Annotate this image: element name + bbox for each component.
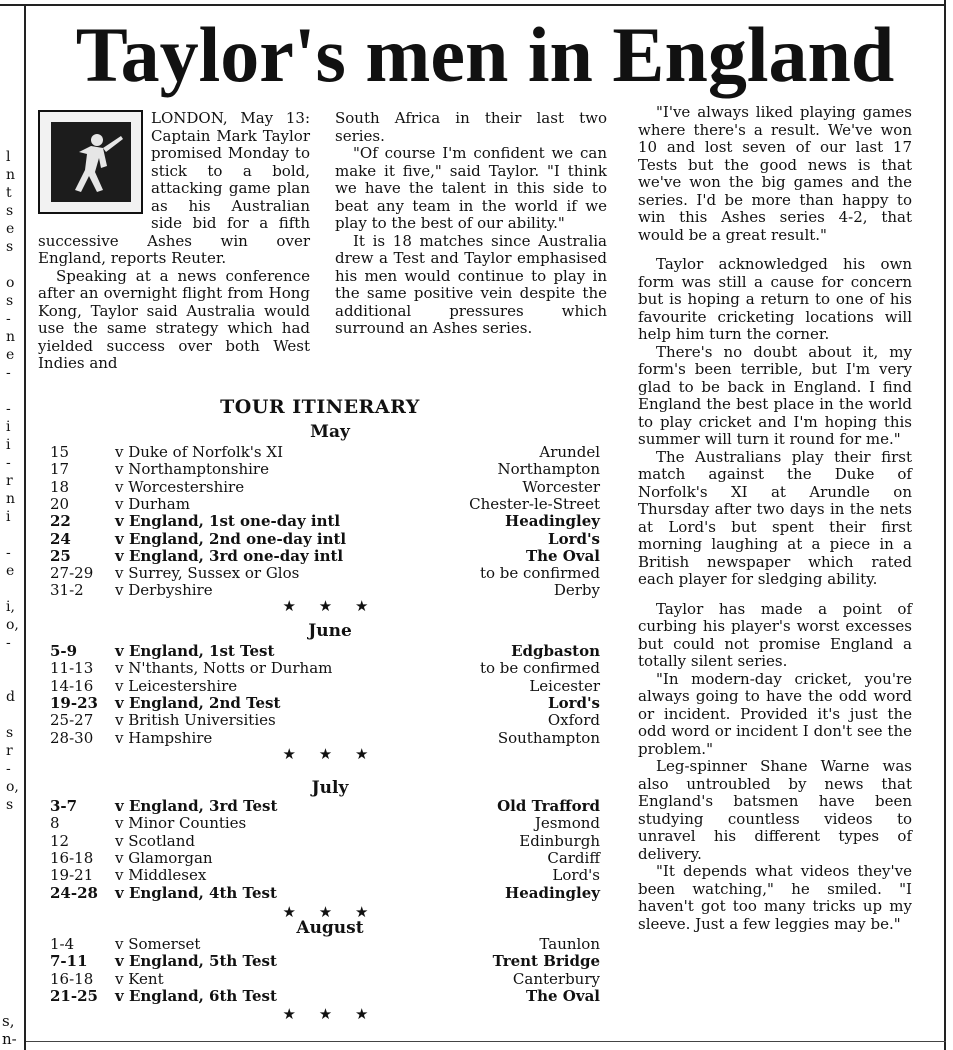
itinerary-row xyxy=(50,479,600,497)
itinerary-dates: 27-29 xyxy=(50,564,94,583)
itinerary-venue: Trent Bridge xyxy=(492,952,600,971)
fragment-text: r xyxy=(6,473,13,489)
itinerary-venue: Lord's xyxy=(552,866,600,885)
fragment-text xyxy=(0,670,22,688)
itinerary-row xyxy=(50,798,600,816)
itinerary-venue: Derby xyxy=(553,581,600,600)
fragment-text: s, xyxy=(2,1012,15,1030)
itinerary-opponent: v England, 4th Test xyxy=(115,883,277,902)
itinerary-opponent: v England, 6th Test xyxy=(115,986,277,1005)
itinerary-dates: 17 xyxy=(50,460,70,479)
itinerary-opponent: v N'thants, Notts or Durham xyxy=(115,659,333,678)
itinerary-dates: 31-2 xyxy=(50,581,84,600)
fragment-text: e xyxy=(6,347,15,363)
itinerary-dates: 25 xyxy=(50,546,71,565)
right-edge-rule xyxy=(944,0,946,1050)
fragment-text: - xyxy=(6,761,11,777)
article-paragraph: There's no doubt about it, my form's been terrible, but I'm very glad to be back in England. I find England the best place in the world to play cricket and I'm hoping this summer will turn it round for me." xyxy=(638,342,912,448)
article-paragraph: South Africa in their last two series. xyxy=(335,109,607,145)
itinerary-dates: 12 xyxy=(50,831,70,850)
itinerary-opponent: v England, 2nd one-day intl xyxy=(115,529,347,548)
fragment-text: - xyxy=(6,545,11,561)
itinerary-opponent: v Leicestershire xyxy=(115,676,238,695)
itinerary-opponent: v Middlesex xyxy=(115,866,207,885)
itinerary-opponent: v British Universities xyxy=(115,711,276,730)
itinerary-row xyxy=(50,496,600,514)
fragment-text xyxy=(0,526,22,544)
itinerary-row xyxy=(50,833,600,851)
fragment-text: l xyxy=(6,149,11,165)
itinerary-dates: 24 xyxy=(50,529,71,548)
itinerary-row xyxy=(50,678,600,696)
itinerary-dates: 22 xyxy=(50,512,71,531)
itinerary-row xyxy=(50,513,600,531)
itinerary-dates: 20 xyxy=(50,494,70,513)
article-paragraph: LONDON, May 13: Captain Mark Taylor promised Monday to stick to a bold, attacking game plan as his Australian side bid for a fifth successive Ashes win over England, reports Reuter. xyxy=(38,109,310,267)
fragment-text: e xyxy=(6,221,15,237)
article-paragraph: Speaking at a news conference after an overnight flight from Hong Kong, Taylor said Australia would use the same strategy which had yielded success over both West Indies and xyxy=(38,266,310,372)
itinerary-dates: 21-25 xyxy=(50,986,98,1005)
itinerary-opponent: v Minor Counties xyxy=(115,814,247,833)
itinerary-venue: Canterbury xyxy=(512,969,600,988)
fragment-text: i, xyxy=(6,599,15,615)
article-paragraph: Taylor has made a point of curbing his player's worst excesses but could not promise England a totally silent series. xyxy=(638,599,912,670)
fragment-text: - xyxy=(6,635,11,651)
itinerary-row xyxy=(50,643,600,661)
itinerary-venue: The Oval xyxy=(525,546,600,565)
fragment-text: n xyxy=(6,167,16,183)
itinerary-opponent: v Surrey, Sussex or Glos xyxy=(115,564,300,583)
fragment-text: r xyxy=(6,743,13,759)
itinerary-dates: 1-4 xyxy=(50,935,75,953)
left-column-rule xyxy=(24,6,26,1050)
top-rule xyxy=(0,4,945,6)
itinerary-row xyxy=(50,695,600,713)
itinerary-venue: Taunlon xyxy=(539,935,600,953)
itinerary-dates: 3-7 xyxy=(50,797,78,815)
itinerary-opponent: v Somerset xyxy=(115,935,201,953)
itinerary-venue: Jesmond xyxy=(534,814,600,833)
itinerary-opponent: v Duke of Norfolk's XI xyxy=(115,443,284,461)
itinerary-opponent: v England, 1st Test xyxy=(115,642,275,660)
article-paragraph: "In modern-day cricket, you're always going to have the odd word or incident. Provided it's just the odd word or incident I don't see the problem." xyxy=(638,669,912,758)
fragment-text: o xyxy=(6,275,15,291)
section-divider-stars: ★ ★ ★ xyxy=(282,597,378,615)
itinerary-row xyxy=(50,815,600,833)
article-paragraph: "It depends what videos they've been watching," he smiled. "I haven't got too many tricks up my sleeve. Just a few leggies may be." xyxy=(638,862,912,933)
itinerary-dates: 19-21 xyxy=(50,866,94,885)
fragment-text: i xyxy=(6,509,11,525)
article-paragraph: Taylor acknowledged his own form was still a cause for concern but is hoping a return to one of his favourite cricketing locations will help him turn the corner. xyxy=(638,255,912,343)
itinerary-venue: Edinburgh xyxy=(519,831,600,850)
itinerary-title: TOUR ITINERARY xyxy=(220,396,420,418)
fragment-text: n xyxy=(6,329,16,345)
fragment-text: e xyxy=(6,563,15,579)
bottom-rule xyxy=(26,1041,946,1042)
itinerary-venue: The Oval xyxy=(525,986,600,1005)
itinerary-opponent: v England, 2nd Test xyxy=(115,693,281,712)
itinerary-row xyxy=(50,953,600,971)
article-paragraph: "I've always liked playing games where there's a result. We've won 10 and lost seven of our last 17 Tests but the good news is that we've won the big games and the series. I'd be more than happy to win this Ashes series 4-2, that would be a great result." xyxy=(638,103,912,244)
article-column-3 xyxy=(638,104,912,933)
article-paragraph: It is 18 matches since Australia drew a Test and Taylor emphasised his men would continue to play in the same positive vein despite the additional pressures which surround an Ashes series. xyxy=(335,231,607,337)
adjacent-column-fragments xyxy=(0,148,22,814)
itinerary-dates: 8 xyxy=(50,814,60,833)
fragment-text xyxy=(0,580,22,598)
fragment-text: i xyxy=(6,419,11,435)
itinerary-month-heading: June xyxy=(308,621,352,641)
itinerary-opponent: v Derbyshire xyxy=(115,581,213,600)
fragment-text: - xyxy=(6,311,11,327)
itinerary-row xyxy=(50,660,600,678)
itinerary-venue: Edgbaston xyxy=(511,642,600,660)
batsman-photo xyxy=(38,110,143,214)
article-paragraph: "Of course I'm confident we can make it five," said Taylor. "I think we have the talent in this side to beat any team in the world if we play to the best of our ability." xyxy=(335,144,607,232)
itinerary-venue: Oxford xyxy=(547,711,600,730)
section-divider-stars: ★ ★ ★ xyxy=(282,903,378,921)
article-paragraph: The Australians play their first match against the Duke of Norfolk's XI at Arundle on Thursday after two days in the nets at Lord's but spent their first morning laughing at a piece in a British newspaper which rated each player for sledging ability. xyxy=(638,447,912,588)
article-column-1 xyxy=(38,110,310,373)
headline: Taylor's men in England xyxy=(75,11,895,98)
itinerary-dates: 25-27 xyxy=(50,711,94,730)
fragment-text xyxy=(0,382,22,400)
itinerary-row xyxy=(50,531,600,549)
itinerary-venue: to be confirmed xyxy=(479,659,600,678)
section-divider-stars: ★ ★ ★ xyxy=(282,745,378,763)
itinerary-opponent: v England, 1st one-day intl xyxy=(115,512,341,531)
itinerary-venue: Old Trafford xyxy=(497,797,600,815)
itinerary-venue: Worcester xyxy=(522,477,600,496)
itinerary-dates: 24-28 xyxy=(50,883,98,902)
fragment-text: s xyxy=(6,239,14,255)
itinerary-venue: to be confirmed xyxy=(479,564,600,583)
fragment-text xyxy=(0,652,22,670)
itinerary-dates: 5-9 xyxy=(50,642,78,660)
itinerary-venue: Cardiff xyxy=(547,848,600,867)
itinerary-venue: Arundel xyxy=(539,443,600,461)
itinerary-opponent: v England, 3rd one-day intl xyxy=(115,546,344,565)
fragment-text xyxy=(0,706,22,724)
itinerary-venue: Northampton xyxy=(497,460,600,479)
itinerary-venue: Southampton xyxy=(497,728,600,747)
itinerary-venue: Lord's xyxy=(548,693,600,712)
fragment-text: i xyxy=(6,437,11,453)
itinerary-opponent: v Worcestershire xyxy=(115,477,245,496)
fragment-text: - xyxy=(6,365,11,381)
itinerary-dates: 19-23 xyxy=(50,693,98,712)
itinerary-opponent: v Durham xyxy=(115,494,190,513)
itinerary-dates: 14-16 xyxy=(50,676,94,695)
itinerary-row xyxy=(50,936,600,954)
itinerary-month-heading: August xyxy=(296,918,364,938)
itinerary-dates: 16-18 xyxy=(50,969,94,988)
itinerary-row xyxy=(50,712,600,730)
adjacent-column-bottom-fragments xyxy=(2,1012,17,1048)
itinerary-dates: 18 xyxy=(50,477,70,496)
itinerary-opponent: v Hampshire xyxy=(115,728,213,747)
itinerary-month-heading: July xyxy=(311,778,349,798)
itinerary-row xyxy=(50,867,600,885)
fragment-text: t xyxy=(6,185,12,201)
itinerary-dates: 16-18 xyxy=(50,848,94,867)
fragment-text: o, xyxy=(6,617,19,633)
itinerary-row xyxy=(50,565,600,583)
itinerary-row xyxy=(50,461,600,479)
fragment-text: - xyxy=(6,455,11,471)
fragment-text: s xyxy=(6,293,14,309)
fragment-text: d xyxy=(6,689,15,705)
article-column-2 xyxy=(335,110,607,338)
fragment-text: s xyxy=(6,797,14,813)
itinerary-month-heading: May xyxy=(310,422,350,442)
itinerary-row xyxy=(50,444,600,462)
itinerary-venue: Leicester xyxy=(529,676,600,695)
fragment-text: n xyxy=(6,491,16,507)
fragment-text xyxy=(0,256,22,274)
fragment-text: s xyxy=(6,725,14,741)
fragment-text: n- xyxy=(2,1030,17,1048)
itinerary-venue: Headingley xyxy=(505,512,600,531)
itinerary-venue: Chester-le-Street xyxy=(469,494,600,513)
itinerary-dates: 15 xyxy=(50,443,70,461)
fragment-text: - xyxy=(6,401,11,417)
fragment-text: s xyxy=(6,203,14,219)
itinerary-row xyxy=(50,548,600,566)
batsman-silhouette-icon xyxy=(51,122,131,202)
itinerary-opponent: v Scotland xyxy=(115,831,195,850)
itinerary-opponent: v Kent xyxy=(115,969,164,988)
itinerary-venue: Lord's xyxy=(548,529,600,548)
itinerary-opponent: v England, 3rd Test xyxy=(115,797,278,815)
itinerary-venue: Headingley xyxy=(505,883,600,902)
itinerary-opponent: v Glamorgan xyxy=(115,848,213,867)
itinerary-row xyxy=(50,988,600,1006)
section-divider-stars: ★ ★ ★ xyxy=(282,1005,378,1023)
itinerary-row xyxy=(50,885,600,903)
itinerary-dates: 11-13 xyxy=(50,659,94,678)
itinerary-row xyxy=(50,971,600,989)
itinerary-dates: 28-30 xyxy=(50,728,94,747)
itinerary-dates: 7-11 xyxy=(50,952,88,971)
itinerary-row xyxy=(50,850,600,868)
itinerary-opponent: v England, 5th Test xyxy=(115,952,277,971)
itinerary-opponent: v Northamptonshire xyxy=(115,460,269,479)
fragment-text: o, xyxy=(6,779,19,795)
article-paragraph: Leg-spinner Shane Warne was also untroubled by news that England's batsmen have been studying countless videos to unravel his different types of delivery. xyxy=(638,757,912,863)
